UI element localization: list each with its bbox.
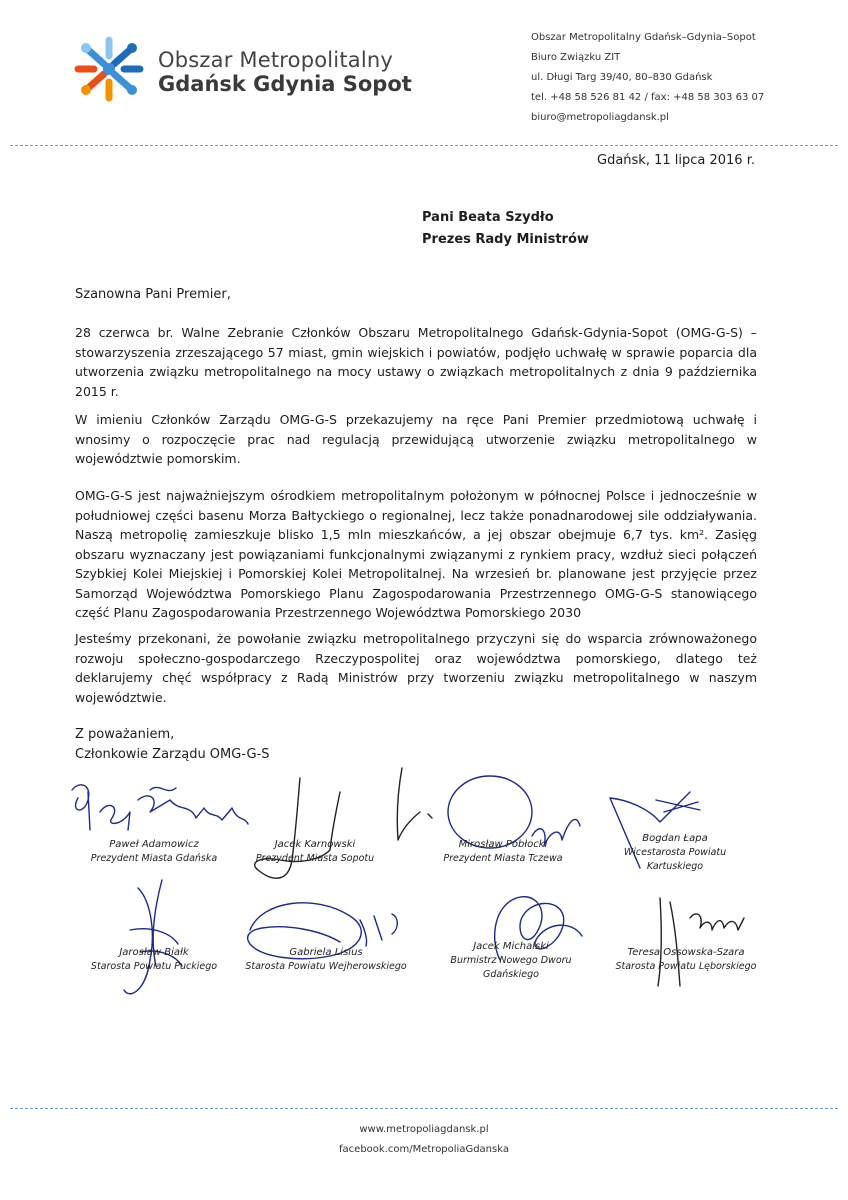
organization-logo-icon: [74, 34, 144, 104]
footer-website-link[interactable]: www.metropoliagdansk.pl: [359, 1124, 489, 1135]
signatory-title: Prezydent Miasta Tczewa: [443, 853, 563, 864]
signatory-title-continued: Kartuskiego: [646, 861, 704, 872]
closing-greeting: Z poważaniem,: [75, 727, 175, 742]
signatory-title: Burmistrz Nowego Dworu: [450, 955, 572, 966]
signatory-2: [240, 838, 390, 866]
body-paragraph-2: W imieniu Członków Zarządu OMG-G-S przekazujemy na ręce Pani Premier przedmiotową uchwałę i wnosimy o rozpoczęcie prac nad regulacją przewidującą utworzenie związku metropolitalnego w województwie pomorskim.: [75, 412, 757, 466]
contact-address: ul. Długi Targ 39/40, 80–830 Gdańsk: [531, 72, 713, 83]
signatory-name: Jarosław Białk: [119, 947, 189, 958]
signatory-name: Gabriela Lisius: [289, 947, 363, 958]
signatory-name: Teresa Ossowska-Szara: [627, 947, 745, 958]
signatory-name: Jacek Karnowski: [274, 839, 356, 850]
signatory-title: Prezydent Miasta Sopotu: [255, 853, 375, 864]
signatory-name: Bogdan Łapa: [642, 833, 708, 844]
signatory-title: Starosta Powiatu Lęborskiego: [615, 961, 757, 972]
recipient-block: [422, 207, 589, 251]
signatory-title: Starosta Powiatu Puckiego: [90, 961, 218, 972]
footer-divider: [10, 1108, 838, 1109]
contact-organization: Obszar Metropolitalny Gdańsk–Gdynia–Sopot: [531, 32, 756, 43]
signatory-3: [428, 838, 578, 866]
signatory-7: [436, 940, 586, 982]
contact-phone-fax: tel. +48 58 526 81 42 / fax: +48 58 303 63 07: [531, 92, 765, 103]
body-paragraph-3: OMG-G-S jest najważniejszym ośrodkiem metropolitalnym położonym w północnej Polsce i jednocześnie w południowej części basenu Morza Bałtyckiego o regionalnej, lecz także ponadnarodowej sile oddziaływania. Naszą metropolię zamieszkuje blisko 1,5 mln mieszkańców, a jej obszar obejmuje 6,7 tys. km². Zasięg obszaru wyznaczany jest powiązaniami funkcjonalnymi związanymi z rynkiem pracy, wzdłuż sieci połączeń Szybkiej Kolei Miejskiej i Pomorskiej Kolei Metropolitalnej. Na wrzesień br. planowane jest przyjęcie przez Samorząd Województwa Pomorskiego Planu Zagospodarowania Przestrzennego OMG-G-S stanowiącego część Planu Zagospodarowania Przestrzennego Województwa Pomorskiego 2030: [75, 488, 757, 620]
recipient-name: Pani Beata Szydło: [422, 210, 554, 225]
closing-block: [75, 725, 270, 765]
footer-facebook-link[interactable]: facebook.com/MetropoliaGdanska: [339, 1144, 509, 1155]
signatory-name: Jacek Michalski: [473, 941, 549, 952]
signatory-title: Prezydent Miasta Gdańska: [90, 853, 218, 864]
closing-signers: Członkowie Zarządu OMG-G-S: [75, 747, 270, 762]
organization-name: [158, 48, 412, 96]
signatory-title: Starosta Powiatu Wejherowskiego: [245, 961, 407, 972]
signatory-title: Wicestarosta Powiatu: [623, 847, 727, 858]
signatory-name: Mirosław Pobłocki: [458, 839, 548, 850]
body-paragraph-4: Jesteśmy przekonani, że powołanie związku metropolitalnego przyczyni się do wsparcia zrównoważonego rozwoju społeczno-gospodarczego Rzeczypospolitej oraz województwa pomorskiego, dlatego też deklarujemy chęć współpracy z Radą Ministrów przy tworzeniu związku metropolitalnego w naszym województwie.: [75, 631, 757, 705]
header-divider: [10, 145, 838, 146]
organization-name-line1: Obszar Metropolitalny: [158, 48, 394, 72]
contact-email[interactable]: biuro@metropoliagdansk.pl: [531, 112, 669, 123]
body-paragraph-1: 28 czerwca br. Walne Zebranie Członków Obszaru Metropolitalnego Gdańsk-Gdynia-Sopot (OMG-G-S) – stowarzyszenia zrzeszającego 57 miast, gmin wiejskich i powiatów, podjęło uchwałę w sprawie poparcia dla utworzenia związku metropolitalnego na mocy ustawy o związkach metropolitalnych z dnia 9 października 2015 r.: [75, 325, 757, 399]
salutation: Szanowna Pani Premier,: [75, 287, 231, 302]
signatory-4: [600, 832, 750, 874]
letter-date: Gdańsk, 11 lipca 2016 r.: [597, 153, 755, 168]
recipient-title: Prezes Rady Ministrów: [422, 232, 589, 247]
contact-block: [531, 28, 764, 128]
contact-office: Biuro Związku ZIT: [531, 52, 621, 63]
footer: [0, 1120, 848, 1160]
signatory-1: [74, 838, 234, 866]
signatory-5: [74, 946, 234, 974]
signatory-8: [606, 946, 766, 974]
signatory-title-continued: Gdańskiego: [482, 969, 539, 980]
organization-name-line2: Gdańsk Gdynia Sopot: [158, 72, 412, 97]
signatory-6: [236, 946, 416, 974]
signatory-name: Paweł Adamowicz: [109, 839, 199, 850]
